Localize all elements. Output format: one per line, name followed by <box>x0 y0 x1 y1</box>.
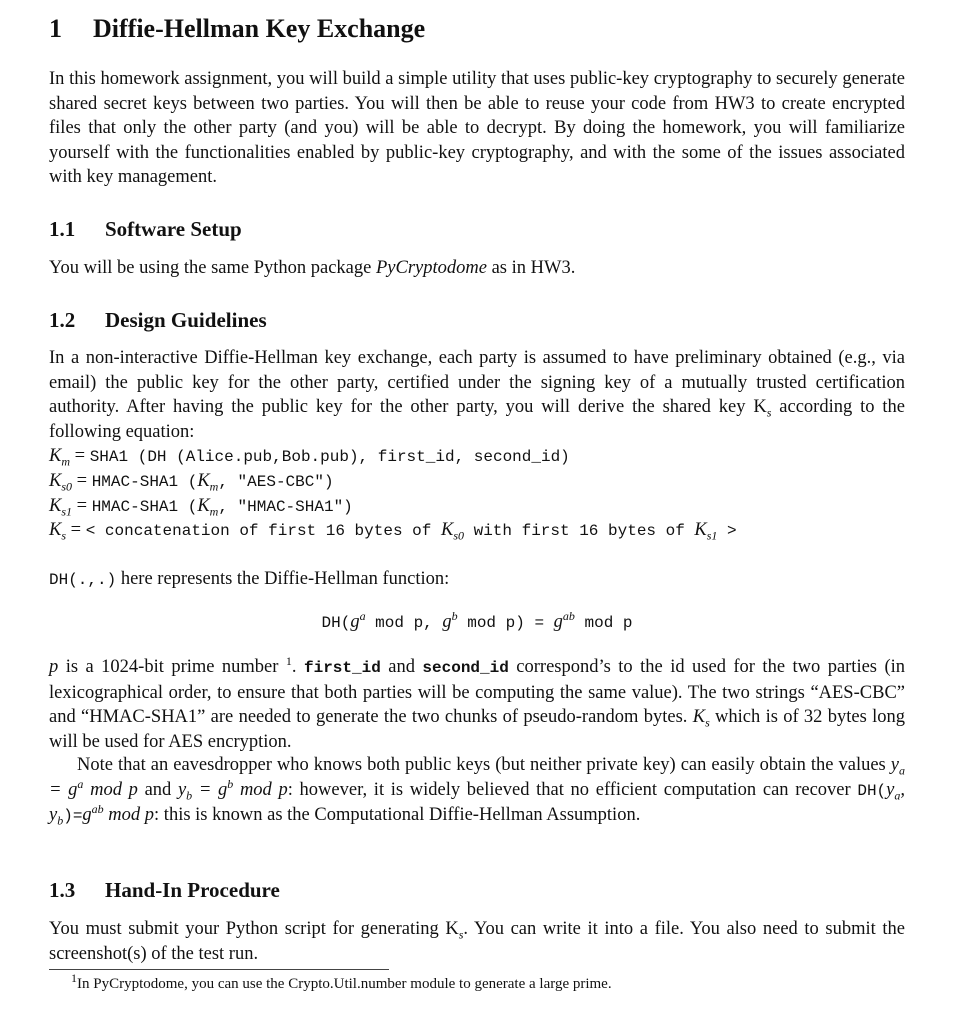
equation-ks: $K_s$ = < concatenation of first 16 bytes of $K_{s0}$ with first 16 bytes of $K_{s1}$ > <box>49 520 737 543</box>
section-heading-1-1: 1.1 Software Setup <box>49 217 242 241</box>
prime-paragraph: p is a 1024-bit prime number $^1$. first_id and second_id correspond’s to the id used for the two parties (in lexicographical order, to ensure that both parties will be computing the same value). The two strings “AES-CBC” and “HMAC-SHA1” are needed to generate the two chunks of pseudo-random bytes. $K_s$ which is of 32 bytes long will be used for AES encryption. <box>49 653 906 752</box>
software-setup-paragraph: You will be using the same Python package PyCryptodome as in HW3. <box>49 258 576 278</box>
dh-description: DH(.,.) here represents the Diffie-Hellman function: <box>49 569 450 589</box>
section-title: Diffie-Hellman Key Exchange <box>93 14 426 43</box>
intro-paragraph: In this homework assignment, you will build a simple utility that uses public-key cryptography to securely generate shared secret keys between two parties. You will then be able to reuse your code from HW3 to create encrypted files that only the other party (and you) will be able to decrypt. By doing the homework, you will familiarize yourself with the functionalities enabled by public-key cryptography, and with the some of the issues associated with key management. <box>49 69 905 188</box>
design-paragraph: In a non-interactive Diffie-Hellman key exchange, each party is assumed to have preliminary obtained (e.g., via email) the public key for the other party, certified under the signing key of a mutually trusted certification authority. After having the public key for the other party, you will derive the shared key $K_s$ according to the following equation: <box>49 348 905 442</box>
section-heading-1-3: 1.3 Hand-In Procedure <box>49 878 280 902</box>
equation-km: $K_m = SHA1$ (DH (Alice.pub,Bob.pub), first_id, second_id) <box>49 446 570 469</box>
section-number: 1 <box>49 14 62 43</box>
note-paragraph: Note that an eavesdropper who knows both public keys (but neither private key) can easily obtain the values $y_a = g^a$ mod p and $y_b = g^b$ mod p: however, it is widely believed that no efficient computation can recover $DH(y_a$, $y_b)=g^{ab}$ mod p: this is known as the Computational Diffie-Hellman Assumption. <box>49 755 905 828</box>
section-heading-1-2: 1.2 Design Guidelines <box>49 308 267 332</box>
footnote-rule <box>49 969 389 970</box>
handin-paragraph: You must submit your Python script for generating $K_s$. You can write it into a file. You also need to submit the screenshot(s) of the test run. <box>49 919 905 964</box>
section-heading-1 <box>49 14 425 44</box>
footnote: $^1$In PyCryptodome, you can use the Crypto.Util.number module to generate a large prime. <box>71 971 612 992</box>
equation-ks1: $K_{s1}$ = HMAC-SHA1 ($K_m$, "HMAC-SHA1") <box>49 496 353 519</box>
equation-ks0: $K_{s0}$ = HMAC-SHA1 ($K_m$, "AES-CBC") <box>49 471 334 494</box>
dh-equation: $DH(g^a$ mod p, $g^b$ mod $p) = g^{ab}$ mod p <box>321 608 633 632</box>
